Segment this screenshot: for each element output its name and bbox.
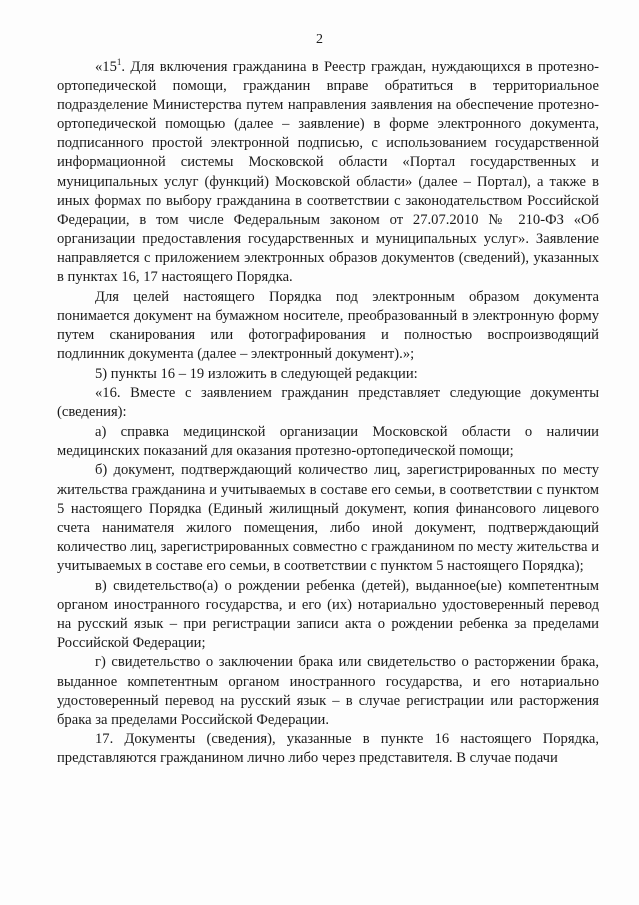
paragraph-16-item-a: а) справка медицинской организации Московской области о наличии медицинских показаний для оказания протезно-ортопедической помощи; <box>57 423 599 459</box>
page-number: 2 <box>316 32 323 47</box>
paragraph-electronic-image-definition: Для целей настоящего Порядка под электронным образом документа понимается документ на бумажном носителе, преобразованный в электронную форму путем сканирования или фотографирования и полностью воспроизводящий подлинник документа (далее – электронный документ).»; <box>57 288 599 362</box>
paragraph-15-1-start: «15 <box>95 59 117 75</box>
paragraph-15-1 <box>57 58 599 287</box>
paragraph-16-item-g: г) свидетельство о заключении брака или свидетельство о расторжении брака, выданное компетентным органом иностранного государства, и его нотариально удостоверенный перевод на русский язык – в случае регистрации или расторжения брака за пределами Российской Федерации. <box>57 654 599 728</box>
paragraph-15-1-text: . Для включения гражданина в Реестр граждан, нуждающихся в протезно-ортопедической помощи, гражданин вправе обратиться в территориальное подразделение Министерства путем направления заявления на обеспечение протезно-ортопедической помощью (далее – заявление) в форме электронного документа, подписанного простой электронной подписью, с использованием государственной информационной системы Московской области «Портал государственных и муниципальных услуг (функций) Московской области» (далее – Портал), а также в иных формах по выбору гражданина в соответствии с законодательством Российской Федерации, в том числе Федеральным законом от 27.07.2010 № 210-ФЗ «Об организации предоставления государственных и муниципальных услуг». Заявление направляется с приложением электронных образов документов (сведений), указанных в пунктах 16, 17 настоящего Порядка. <box>57 59 599 286</box>
paragraph-15-1-superscript: 1 <box>116 57 122 67</box>
document-body <box>57 58 599 768</box>
paragraph-16-item-b: б) документ, подтверждающий количество лиц, зарегистрированных по месту жительства гражданина и учитываемых в составе его семьи, в соответствии с пунктом 5 настоящего Порядка (Единый жилищный документ, копия финансового лицевого счета нанимателя жилого помещения, либо иной документ, подтверждающий количество лиц, зарегистрированных совместно с гражданином по месту жительства и учитываемых в составе его семьи, в соответствии с пунктом 5 настоящего Порядка); <box>57 462 599 574</box>
paragraph-16: «16. Вместе с заявлением гражданин представляет следующие документы (сведения): <box>57 385 599 421</box>
paragraph-amendment-item-5: 5) пункты 16 – 19 изложить в следующей редакции: <box>95 365 418 382</box>
paragraph-16-item-v: в) свидетельство(а) о рождении ребенка (детей), выданное(ые) компетентным органом иностранного государства, и его (их) нотариально удостоверенный перевод на русский язык – при регистрации записи акта о рождении ребенка за пределами Российской Федерации; <box>57 577 599 651</box>
paragraph-17: 17. Документы (сведения), указанные в пункте 16 настоящего Порядка, представляются гражданином лично либо через представителя. В случае подачи <box>57 731 599 767</box>
